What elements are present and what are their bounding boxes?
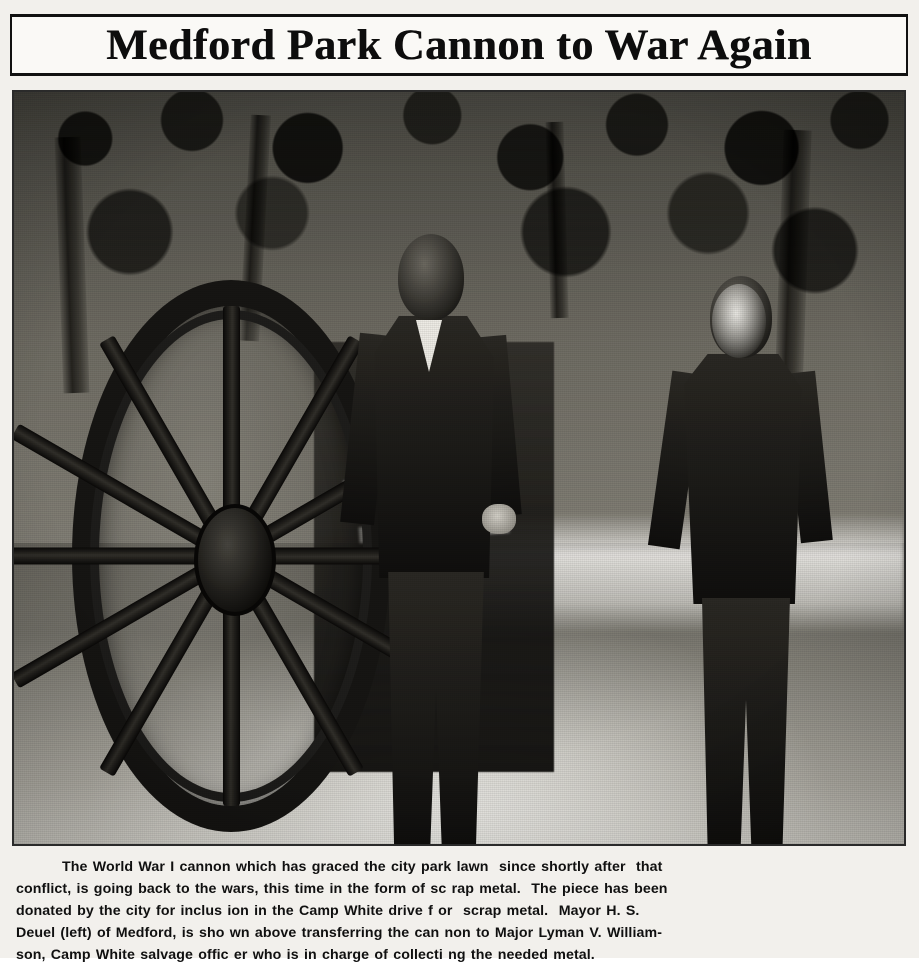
figure-hand [482,504,516,534]
caption-line-3: donated by the city for inclus ion in the Camp White drive f or scrap metal. Mayor H. S. [16,903,640,919]
figure-face-highlight [712,284,766,358]
newspaper-photo [14,92,904,844]
photo-frame [12,90,906,846]
figure-legs [384,572,488,846]
caption-line-1 [16,856,902,878]
photo-caption [16,856,902,966]
figure-torso [684,354,802,604]
page-title: Medford Park Cannon to War Again [106,21,812,69]
figure-head [398,234,464,320]
figure-mayor-deuel [332,224,532,846]
caption-line-2: conflict, is going back to the wars, this time in the form of sc rap metal. The piece has been [16,881,668,897]
figure-legs [696,598,796,846]
figure-major-williamson [654,268,854,846]
headline-box [10,14,908,76]
caption-line-4: Deuel (left) of Medford, is sho wn above transferring the can non to Major Lyman V. William- [16,925,663,941]
wheel-hub [194,504,276,616]
caption-line-5: son, Camp White salvage offic er who is in charge of collecti ng the needed metal. [16,947,595,963]
caption-line-1-text: The World War I cannon which has graced the city park lawn since shortly after that [62,859,663,875]
